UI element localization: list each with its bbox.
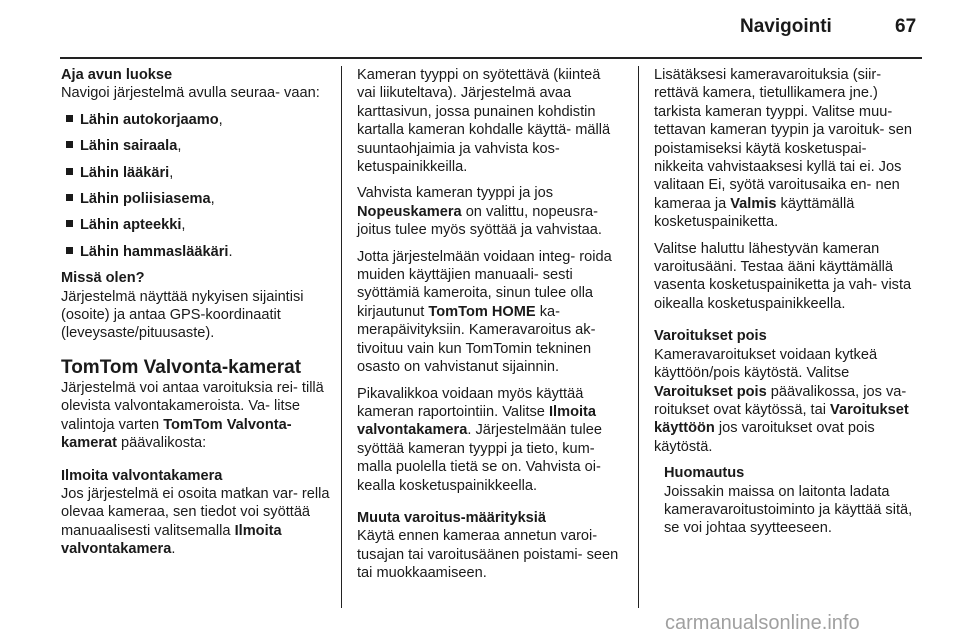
paragraph: Navigoi järjestelmä avulla seuraa- vaan: bbox=[61, 85, 320, 102]
column-3 bbox=[654, 66, 920, 546]
page-title: Navigointi bbox=[740, 16, 832, 37]
paragraph: Kameravaroitukset voidaan kytkeä käyttöön/pois käytöstä. Valitse Varoitukset pois päävalikossa, jos va- roitukset ovat käytössä, tai Varoitukset käyttöön jos varoitukset ovat pois käytöstä. bbox=[654, 346, 909, 455]
list-item: Lähin lääkäri, bbox=[61, 164, 331, 182]
paragraph: Pikavalikkoa voidaan myös käyttää kameran raportointiin. Valitse Ilmoita valvontakamera. Järjestelmään tulee syöttää kameran tyyppi ja tieto, kum- malla puolella tietä se on. Vahvista oi- kealla kosketuspainikkeella. bbox=[357, 385, 603, 494]
section-heading-drive-to-help: Aja avun luokse bbox=[61, 67, 173, 83]
bullet-icon bbox=[66, 168, 73, 175]
section-heading-report-camera: Ilmoita valvontakamera bbox=[61, 467, 223, 484]
list-item: Lähin autokorjaamo, bbox=[61, 111, 331, 129]
section-heading-where-am-i: Missä olen? bbox=[61, 270, 145, 287]
list-item: Lähin poliisiasema, bbox=[61, 190, 331, 208]
paragraph: Kameran tyyppi on syötettävä (kiinteä vai liikuteltava). Järjestelmä avaa karttasivun, jossa punainen kohdistin kartalla kameran kohdalle käyttä- mällä suuntaohjaimia ja vahvista kos- ketuspainikkeilla. bbox=[357, 67, 611, 176]
note-box bbox=[664, 464, 920, 538]
bullet-icon bbox=[66, 194, 73, 201]
section-title-speed-cameras: TomTom Valvonta-kamerat bbox=[61, 356, 302, 378]
paragraph: Valitse haluttu lähestyvän kameran varoitusääni. Testaa ääni käyttämällä vasenta kosketuspainiketta ja vah- vista oikealla kosketuspainikkeella. bbox=[654, 240, 912, 312]
paragraph: Jos järjestelmä ei osoita matkan var- rella olevaa kameraa, sen tiedot voi syöttää manuaalisesti valitsemalla Ilmoita valvontakamera. bbox=[61, 485, 330, 558]
list-item: Lähin apteekki, bbox=[61, 216, 331, 234]
column-1 bbox=[61, 66, 331, 567]
paragraph: Käytä ennen kameraa annetun varoi- tusajan tai varoitusäänen poistami- seen tai muokkaamiseen. bbox=[357, 528, 619, 582]
column-divider-2 bbox=[638, 66, 639, 608]
list-item: Lähin sairaala, bbox=[61, 137, 331, 155]
paragraph: Järjestelmä voi antaa varoituksia rei- tillä olevista valvontakameroista. Va- litse valintoja varten TomTom Valvonta-kamerat päävalikosta: bbox=[61, 379, 324, 452]
paragraph: Vahvista kameran tyyppi ja jos Nopeuskamera on valittu, nopeusra- joitus tulee myös syöttää ja vahvistaa. bbox=[357, 185, 602, 239]
bullet-icon bbox=[66, 141, 73, 148]
header-divider bbox=[60, 57, 922, 59]
help-destination-list bbox=[61, 111, 331, 261]
column-divider-1 bbox=[341, 66, 342, 608]
paragraph: Järjestelmä näyttää nykyisen sijaintisi (osoite) ja antaa GPS-koordinaatit (leveysaste/pituusaste). bbox=[61, 288, 304, 342]
watermark: carmanualsonline.info bbox=[665, 612, 860, 634]
page-number: 67 bbox=[895, 16, 917, 37]
column-2 bbox=[357, 66, 623, 591]
paragraph: Lisätäksesi kameravaroituksia (siir- rettävä kamera, tietullikamera jne.) tarkista kameran tyyppi. Valitse muu- tettavan kameran tyypin ja varoituk- sen poistamiseksi käytä kosketuspai- nikkeita vahvistaaksesi kyllä tai ei. Jos valitaan Ei, syötä varoitusaika en- nen kameraa ja Valmis käyttämällä kosketuspainiketta. bbox=[654, 67, 912, 231]
section-heading-warnings-off: Varoitukset pois bbox=[654, 328, 767, 345]
list-item: Lähin hammaslääkäri. bbox=[61, 243, 331, 261]
bullet-icon bbox=[66, 220, 73, 227]
paragraph: Jotta järjestelmään voidaan integ- roida muiden käyttäjien manuaali- sesti syöttämiä kameroita, sinun tulee olla kirjautunut TomTom HOME ka- merapäivityksiin. Kameravaroitus ak- tivoituu vain kun TomTomin tekninen osasto on vahvistanut sijainnin. bbox=[357, 248, 612, 376]
note-text: Joissakin maissa on laitonta ladata kameravaroitustoiminto ja käyttää sitä, se voi johtaa syytteeseen. bbox=[664, 483, 913, 537]
note-title: Huomautus bbox=[664, 465, 745, 482]
section-heading-change-warning-settings: Muuta varoitus-määrityksiä bbox=[357, 509, 546, 526]
bullet-icon bbox=[66, 115, 73, 122]
bullet-icon bbox=[66, 247, 73, 254]
